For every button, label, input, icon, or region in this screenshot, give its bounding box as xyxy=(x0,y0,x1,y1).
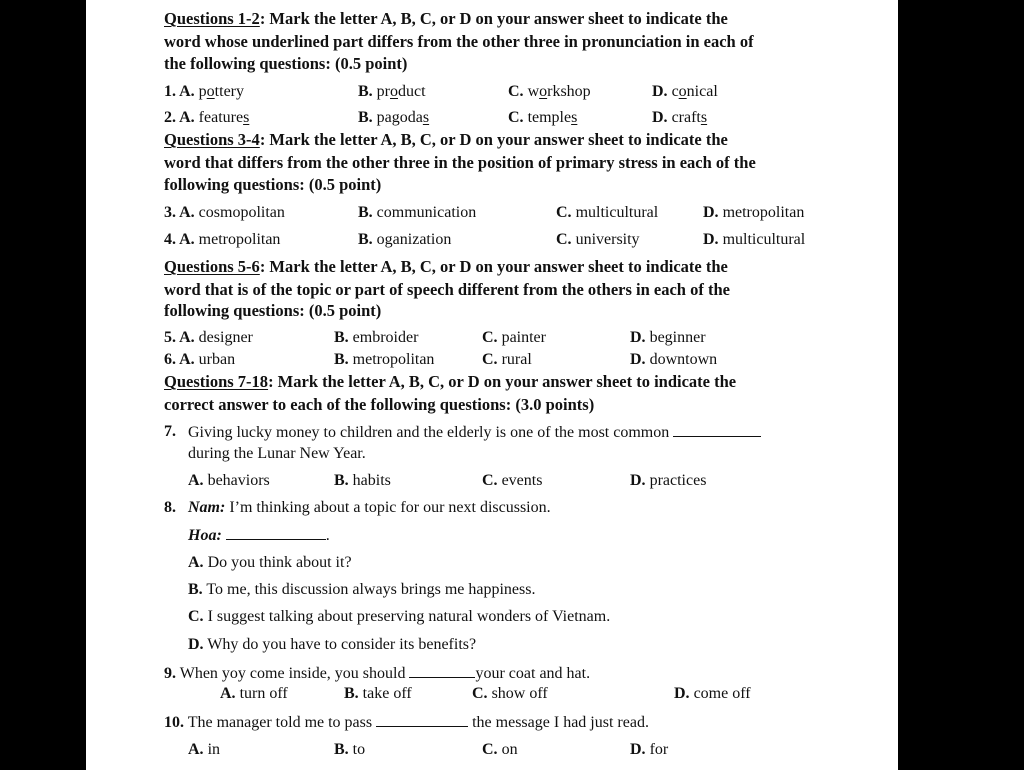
option-label: B. xyxy=(334,472,349,489)
option-b[interactable]: take off xyxy=(362,685,412,702)
question-number: 3. A. xyxy=(164,204,195,221)
option-label: C. xyxy=(482,472,498,489)
section-heading-7-18 xyxy=(164,372,736,392)
answer-blank[interactable] xyxy=(376,712,468,727)
punctuation: . xyxy=(325,527,330,544)
option-d[interactable]: practices xyxy=(649,472,707,489)
question-text: I’m thinking about a topic for our next discussion. xyxy=(229,499,551,516)
option-d[interactable]: metropolitan xyxy=(722,204,805,221)
option-a[interactable]: cosmopolitan xyxy=(198,204,285,221)
option-label: B. xyxy=(358,109,373,126)
question-text: When yoy come inside, you should xyxy=(179,665,406,682)
option-a[interactable]: in xyxy=(207,741,221,758)
option-d[interactable]: downtown xyxy=(649,351,718,368)
option-label: B. xyxy=(344,685,359,702)
section-instruction-line: word whose underlined part differs from the other three in pronunciation in each of xyxy=(164,32,754,51)
option-c[interactable]: on xyxy=(501,741,518,758)
option-label: B. xyxy=(334,329,349,346)
section-instruction: : Mark the letter A, B, C, or D on your answer sheet to indicate the xyxy=(259,130,728,149)
option-c[interactable]: show off xyxy=(491,685,548,702)
answer-blank[interactable] xyxy=(673,422,761,437)
option-label: D. xyxy=(674,685,690,702)
option-label: D. xyxy=(630,351,646,368)
question-text: Giving lucky money to children and the elderly is one of the most common xyxy=(188,424,670,441)
option-label: B. xyxy=(358,231,373,248)
option-a[interactable]: turn off xyxy=(239,685,288,702)
question-text: The manager told me to pass xyxy=(187,714,373,731)
option-d[interactable]: Why do you have to consider its benefits? xyxy=(207,636,477,653)
option-c[interactable]: painter xyxy=(501,329,546,346)
option-label: C. xyxy=(556,231,572,248)
section-instruction-line: word that is of the topic or part of speech different from the others in each of the xyxy=(164,280,730,299)
option-a[interactable]: designer xyxy=(198,329,253,346)
option-label: B. xyxy=(188,581,203,598)
option-d[interactable]: multicultural xyxy=(722,231,806,248)
question-number: 7. xyxy=(164,423,176,440)
section-title: Questions 3-4 xyxy=(164,130,260,149)
question-number: 8. xyxy=(164,499,176,516)
answer-blank[interactable] xyxy=(409,663,475,678)
option-b[interactable]: to xyxy=(352,741,366,758)
option-a[interactable]: Do you think about it? xyxy=(207,554,352,571)
option-label: D. xyxy=(630,472,646,489)
option-d[interactable]: conical xyxy=(671,83,718,100)
option-c[interactable]: temples xyxy=(527,109,578,126)
option-d[interactable]: beginner xyxy=(649,329,706,346)
section-instruction-line: following questions: (0.5 point) xyxy=(164,301,382,320)
question-number: 1. A. xyxy=(164,83,195,100)
option-label: C. xyxy=(482,351,498,368)
question-number: 4. A. xyxy=(164,231,195,248)
question-text: during the Lunar New Year. xyxy=(188,445,366,462)
question-number: 10. xyxy=(164,714,184,731)
option-label: C. xyxy=(472,685,488,702)
option-b[interactable]: oganization xyxy=(376,231,452,248)
worksheet-page xyxy=(86,0,898,770)
option-b[interactable]: communication xyxy=(376,204,477,221)
option-label: C. xyxy=(556,204,572,221)
option-label: D. xyxy=(703,204,719,221)
section-instruction: : Mark the letter A, B, C, or D on your answer sheet to indicate the xyxy=(259,257,728,276)
option-a[interactable]: metropolitan xyxy=(198,231,281,248)
section-instruction-line: following questions: (0.5 point) xyxy=(164,175,382,194)
option-label: D. xyxy=(188,636,204,653)
option-d[interactable]: crafts xyxy=(671,109,708,126)
option-label: C. xyxy=(508,83,524,100)
option-c[interactable]: rural xyxy=(501,351,532,368)
option-b[interactable]: habits xyxy=(352,472,391,489)
option-a[interactable]: pottery xyxy=(198,83,244,100)
section-title: Questions 7-18 xyxy=(164,372,269,391)
question-number: 6. A. xyxy=(164,351,195,368)
option-label: C. xyxy=(508,109,524,126)
option-b[interactable]: pagodas xyxy=(376,109,430,126)
answer-blank[interactable] xyxy=(226,525,326,540)
option-label: D. xyxy=(652,83,668,100)
option-d[interactable]: come off xyxy=(693,685,751,702)
option-label: D. xyxy=(630,741,646,758)
option-c[interactable]: events xyxy=(501,472,543,489)
option-label: A. xyxy=(188,554,204,571)
option-label: B. xyxy=(334,741,349,758)
option-c[interactable]: university xyxy=(575,231,640,248)
option-label: A. xyxy=(220,685,236,702)
option-c[interactable]: I suggest talking about preserving natural wonders of Vietnam. xyxy=(207,608,611,625)
option-a[interactable]: urban xyxy=(198,351,236,368)
section-instruction: : Mark the letter A, B, C, or D on your answer sheet to indicate the xyxy=(268,372,737,391)
section-instruction-line: correct answer to each of the following questions: (3.0 points) xyxy=(164,395,595,414)
question-text: the message I had just read. xyxy=(472,714,649,731)
option-b[interactable]: product xyxy=(376,83,426,100)
section-heading-5-6 xyxy=(164,257,728,277)
option-label: D. xyxy=(652,109,668,126)
question-text: your coat and hat. xyxy=(475,665,591,682)
question-number: 5. A. xyxy=(164,329,195,346)
section-instruction: : Mark the letter A, B, C, or D on your answer sheet to indicate the xyxy=(259,9,728,28)
speaker-hoa: Hoa: xyxy=(188,527,222,544)
section-title: Questions 5-6 xyxy=(164,257,260,276)
option-label: D. xyxy=(703,231,719,248)
section-title: Questions 1-2 xyxy=(164,9,260,28)
option-label: C. xyxy=(188,608,204,625)
question-number: 2. A. xyxy=(164,109,195,126)
option-a[interactable]: behaviors xyxy=(207,472,270,489)
option-label: C. xyxy=(482,329,498,346)
option-b[interactable]: embroider xyxy=(352,329,419,346)
option-b[interactable]: metropolitan xyxy=(352,351,435,368)
option-label: B. xyxy=(334,351,349,368)
option-d[interactable]: for xyxy=(649,741,669,758)
option-label: B. xyxy=(358,83,373,100)
option-a[interactable]: features xyxy=(198,109,250,126)
section-heading-3-4 xyxy=(164,130,728,150)
option-c[interactable]: workshop xyxy=(527,83,591,100)
section-instruction-line: the following questions: (0.5 point) xyxy=(164,54,408,73)
option-label: C. xyxy=(482,741,498,758)
option-label: A. xyxy=(188,741,204,758)
question-number: 9. xyxy=(164,665,176,682)
section-heading-1-2 xyxy=(164,9,728,29)
option-label: D. xyxy=(630,329,646,346)
option-label: B. xyxy=(358,204,373,221)
speaker-nam: Nam: xyxy=(188,499,226,516)
section-instruction-line: word that differs from the other three in the position of primary stress in each of the xyxy=(164,153,756,172)
option-c[interactable]: multicultural xyxy=(575,204,659,221)
option-label: A. xyxy=(188,472,204,489)
option-b[interactable]: To me, this discussion always brings me happiness. xyxy=(206,581,536,598)
